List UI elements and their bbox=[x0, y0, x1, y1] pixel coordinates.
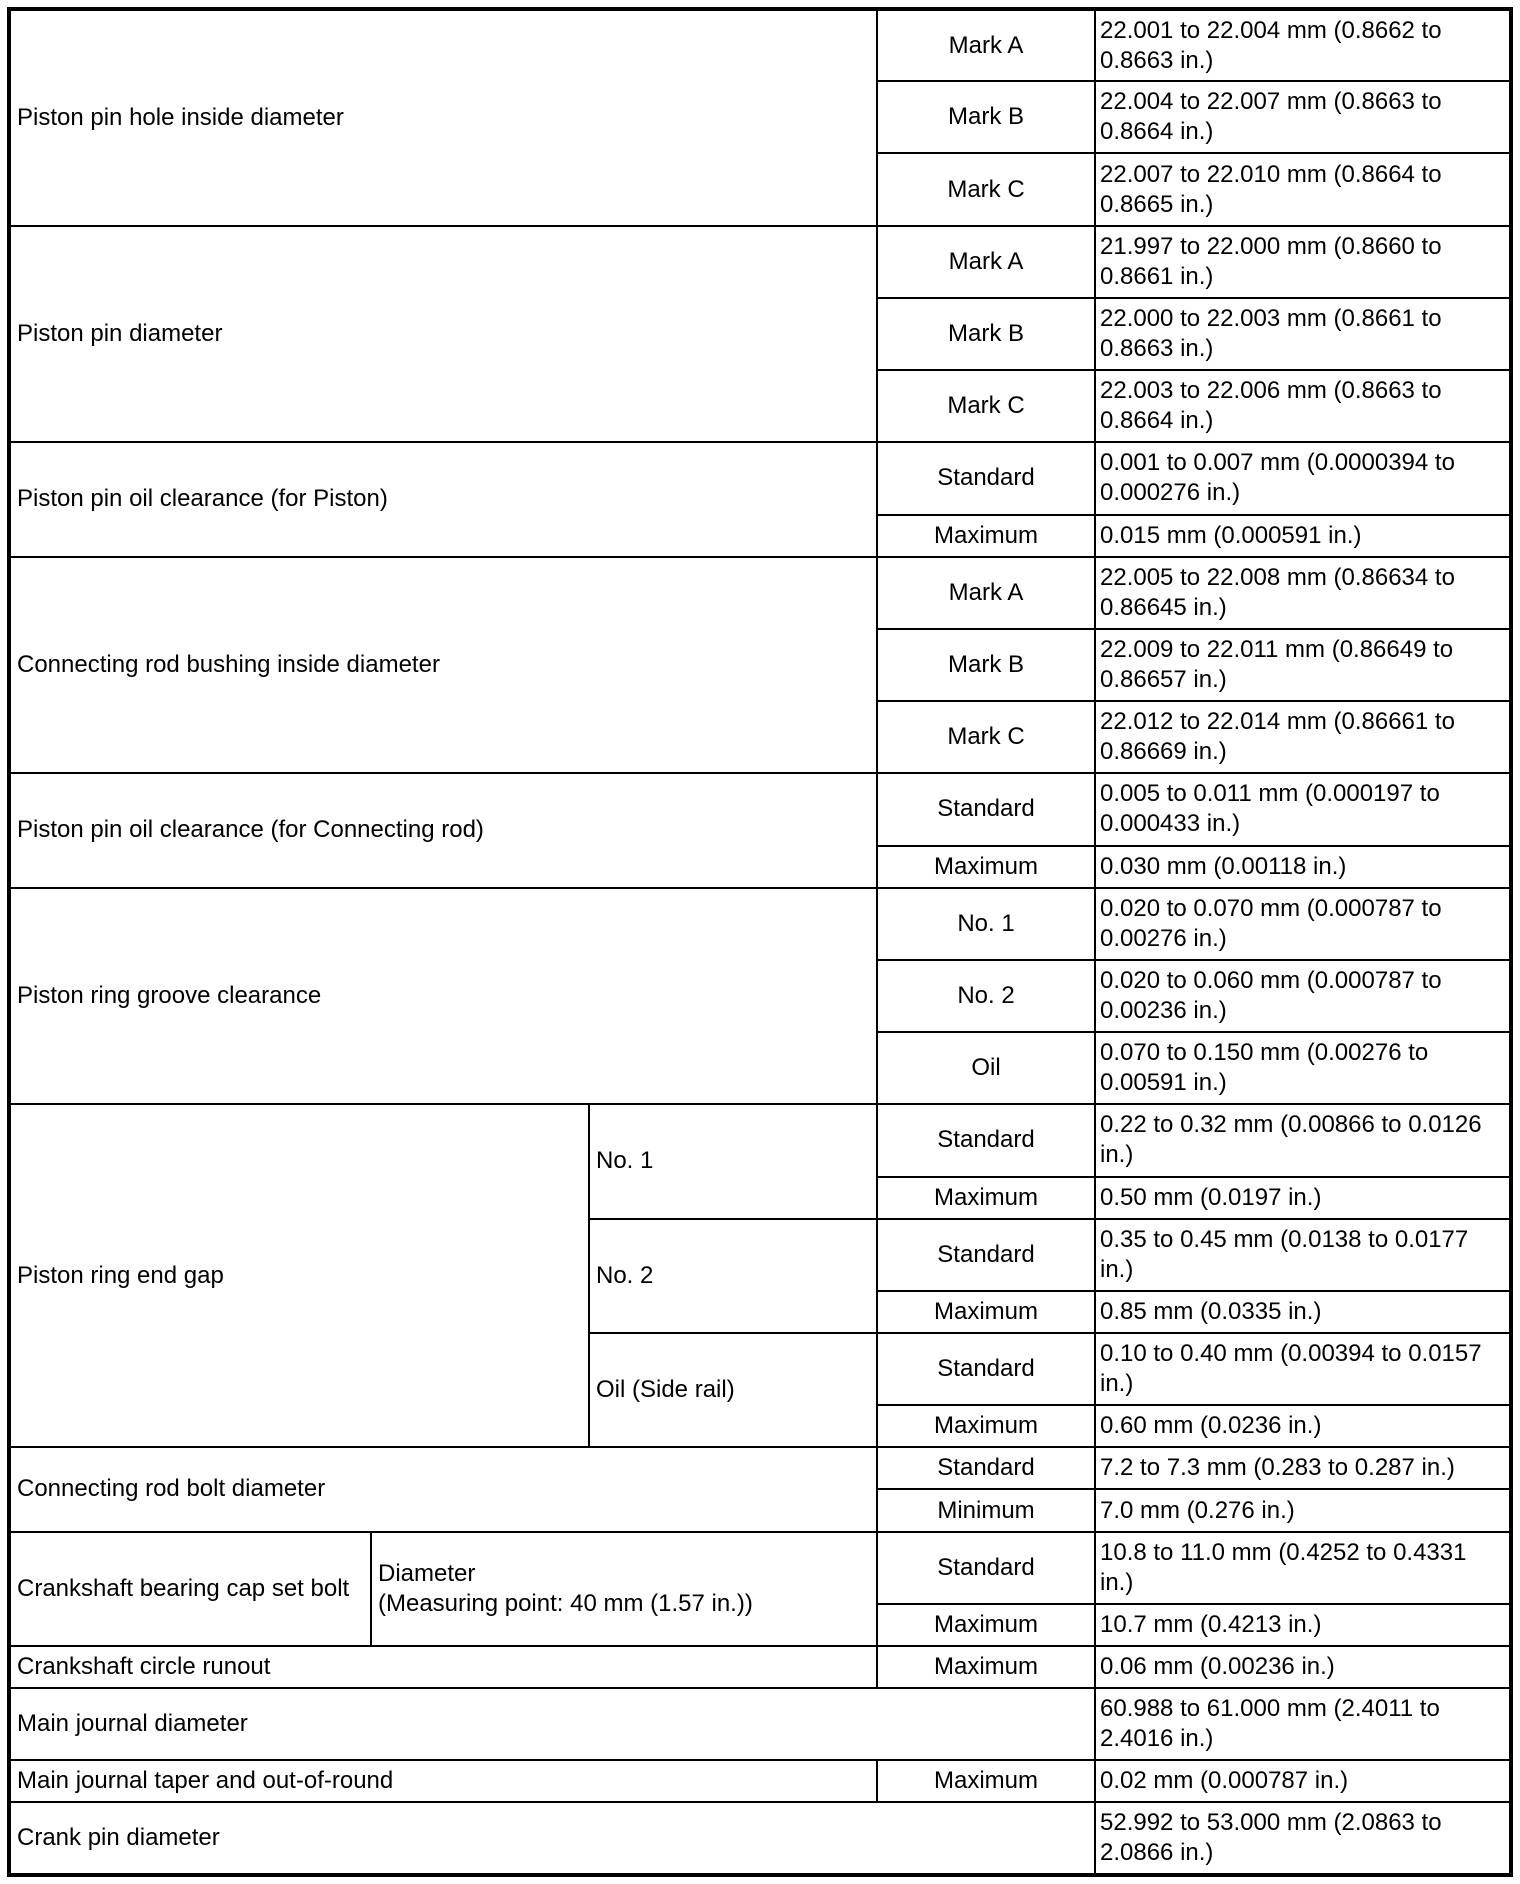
spec-value: 22.012 to 22.014 mm (0.86661 to 0.86669 in.) bbox=[1095, 701, 1511, 773]
condition-label: Standard bbox=[877, 442, 1095, 514]
spec-value: 22.005 to 22.008 mm (0.86634 to 0.86645 in.) bbox=[1095, 557, 1511, 629]
item-label: Piston pin hole inside diameter bbox=[9, 9, 877, 226]
condition-label: Maximum bbox=[877, 1291, 1095, 1333]
condition-label: Mark B bbox=[877, 629, 1095, 701]
sub-item-label: Oil (Side rail) bbox=[589, 1333, 877, 1447]
condition-label: No. 1 bbox=[877, 888, 1095, 960]
item-label: Piston pin oil clearance (for Connecting rod) bbox=[9, 773, 877, 887]
spec-value: 0.22 to 0.32 mm (0.00866 to 0.0126 in.) bbox=[1095, 1104, 1511, 1176]
spec-value: 0.020 to 0.060 mm (0.000787 to 0.00236 in.) bbox=[1095, 960, 1511, 1032]
spec-value: 0.60 mm (0.0236 in.) bbox=[1095, 1405, 1511, 1447]
condition-label: Maximum bbox=[877, 1177, 1095, 1219]
spec-value: 0.070 to 0.150 mm (0.00276 to 0.00591 in.) bbox=[1095, 1032, 1511, 1104]
condition-label: Maximum bbox=[877, 1405, 1095, 1447]
table-row bbox=[9, 442, 1511, 514]
item-label: Piston pin oil clearance (for Piston) bbox=[9, 442, 877, 556]
condition-label: Mark B bbox=[877, 298, 1095, 370]
condition-label: Mark A bbox=[877, 9, 1095, 81]
condition-label: Standard bbox=[877, 1447, 1095, 1489]
spec-value: 10.8 to 11.0 mm (0.4252 to 0.4331 in.) bbox=[1095, 1532, 1511, 1604]
sub-item-label: No. 2 bbox=[589, 1219, 877, 1333]
table-row bbox=[9, 1447, 1511, 1489]
item-label: Connecting rod bolt diameter bbox=[9, 1447, 877, 1531]
spec-value: 22.000 to 22.003 mm (0.8661 to 0.8663 in.) bbox=[1095, 298, 1511, 370]
spec-value: 0.005 to 0.011 mm (0.000197 to 0.000433 in.) bbox=[1095, 773, 1511, 845]
spec-value: 0.020 to 0.070 mm (0.000787 to 0.00276 in.) bbox=[1095, 888, 1511, 960]
specification-table bbox=[7, 7, 1513, 1877]
condition-label: Standard bbox=[877, 1333, 1095, 1405]
condition-label: Maximum bbox=[877, 846, 1095, 888]
condition-label: Minimum bbox=[877, 1489, 1095, 1531]
condition-label: Mark C bbox=[877, 370, 1095, 442]
spec-value: 60.988 to 61.000 mm (2.4011 to 2.4016 in.) bbox=[1095, 1688, 1511, 1760]
condition-label: Standard bbox=[877, 773, 1095, 845]
condition-label: Mark A bbox=[877, 226, 1095, 298]
condition-label: Standard bbox=[877, 1532, 1095, 1604]
condition-label: Mark C bbox=[877, 153, 1095, 225]
item-label: Crankshaft bearing cap set bolt bbox=[9, 1532, 371, 1646]
spec-value: 21.997 to 22.000 mm (0.8660 to 0.8661 in.) bbox=[1095, 226, 1511, 298]
item-label: Connecting rod bushing inside diameter bbox=[9, 557, 877, 774]
table-row bbox=[9, 1646, 1511, 1688]
condition-label: Maximum bbox=[877, 1646, 1095, 1688]
table-row bbox=[9, 773, 1511, 845]
spec-value: 0.02 mm (0.000787 in.) bbox=[1095, 1760, 1511, 1802]
spec-value: 0.001 to 0.007 mm (0.0000394 to 0.000276 in.) bbox=[1095, 442, 1511, 514]
spec-value: 0.10 to 0.40 mm (0.00394 to 0.0157 in.) bbox=[1095, 1333, 1511, 1405]
item-label: Crank pin diameter bbox=[9, 1802, 1095, 1875]
table-row bbox=[9, 9, 1511, 81]
spec-value: 0.030 mm (0.00118 in.) bbox=[1095, 846, 1511, 888]
spec-value: 10.7 mm (0.4213 in.) bbox=[1095, 1604, 1511, 1646]
table-row bbox=[9, 557, 1511, 629]
item-label: Main journal diameter bbox=[9, 1688, 1095, 1760]
spec-value: 22.003 to 22.006 mm (0.8663 to 0.8664 in.) bbox=[1095, 370, 1511, 442]
spec-value: 7.2 to 7.3 mm (0.283 to 0.287 in.) bbox=[1095, 1447, 1511, 1489]
item-label: Piston ring groove clearance bbox=[9, 888, 877, 1105]
item-label: Main journal taper and out-of-round bbox=[9, 1760, 877, 1802]
sub-item-line: (Measuring point: 40 mm (1.57 in.)) bbox=[378, 1589, 753, 1617]
sub-item-label: No. 1 bbox=[589, 1104, 877, 1218]
spec-value: 22.009 to 22.011 mm (0.86649 to 0.86657 in.) bbox=[1095, 629, 1511, 701]
spec-value: 7.0 mm (0.276 in.) bbox=[1095, 1489, 1511, 1531]
condition-label: Mark A bbox=[877, 557, 1095, 629]
spec-value: 22.001 to 22.004 mm (0.8662 to 0.8663 in.) bbox=[1095, 9, 1511, 81]
table-row bbox=[9, 1532, 1511, 1604]
table-row bbox=[9, 1688, 1511, 1760]
condition-label: Oil bbox=[877, 1032, 1095, 1104]
condition-label: Standard bbox=[877, 1219, 1095, 1291]
item-label: Piston ring end gap bbox=[9, 1104, 589, 1447]
sub-item-label bbox=[371, 1532, 877, 1646]
table-row bbox=[9, 1104, 1511, 1176]
spec-value: 52.992 to 53.000 mm (2.0863 to 2.0866 in.) bbox=[1095, 1802, 1511, 1875]
spec-value: 0.06 mm (0.00236 in.) bbox=[1095, 1646, 1511, 1688]
spec-value: 0.35 to 0.45 mm (0.0138 to 0.0177 in.) bbox=[1095, 1219, 1511, 1291]
condition-label: Mark C bbox=[877, 701, 1095, 773]
spec-value: 22.004 to 22.007 mm (0.8663 to 0.8664 in.) bbox=[1095, 81, 1511, 153]
item-label: Piston pin diameter bbox=[9, 226, 877, 443]
table-row bbox=[9, 888, 1511, 960]
spec-value: 22.007 to 22.010 mm (0.8664 to 0.8665 in.) bbox=[1095, 153, 1511, 225]
spec-value: 0.50 mm (0.0197 in.) bbox=[1095, 1177, 1511, 1219]
table-row bbox=[9, 1802, 1511, 1875]
table-row bbox=[9, 1760, 1511, 1802]
condition-label: Maximum bbox=[877, 1760, 1095, 1802]
condition-label: Maximum bbox=[877, 1604, 1095, 1646]
condition-label: Standard bbox=[877, 1104, 1095, 1176]
spec-value: 0.015 mm (0.000591 in.) bbox=[1095, 515, 1511, 557]
sub-item-line: Diameter bbox=[378, 1559, 476, 1587]
spec-value: 0.85 mm (0.0335 in.) bbox=[1095, 1291, 1511, 1333]
condition-label: Mark B bbox=[877, 81, 1095, 153]
condition-label: Maximum bbox=[877, 515, 1095, 557]
item-label: Crankshaft circle runout bbox=[9, 1646, 877, 1688]
condition-label: No. 2 bbox=[877, 960, 1095, 1032]
table-row bbox=[9, 226, 1511, 298]
